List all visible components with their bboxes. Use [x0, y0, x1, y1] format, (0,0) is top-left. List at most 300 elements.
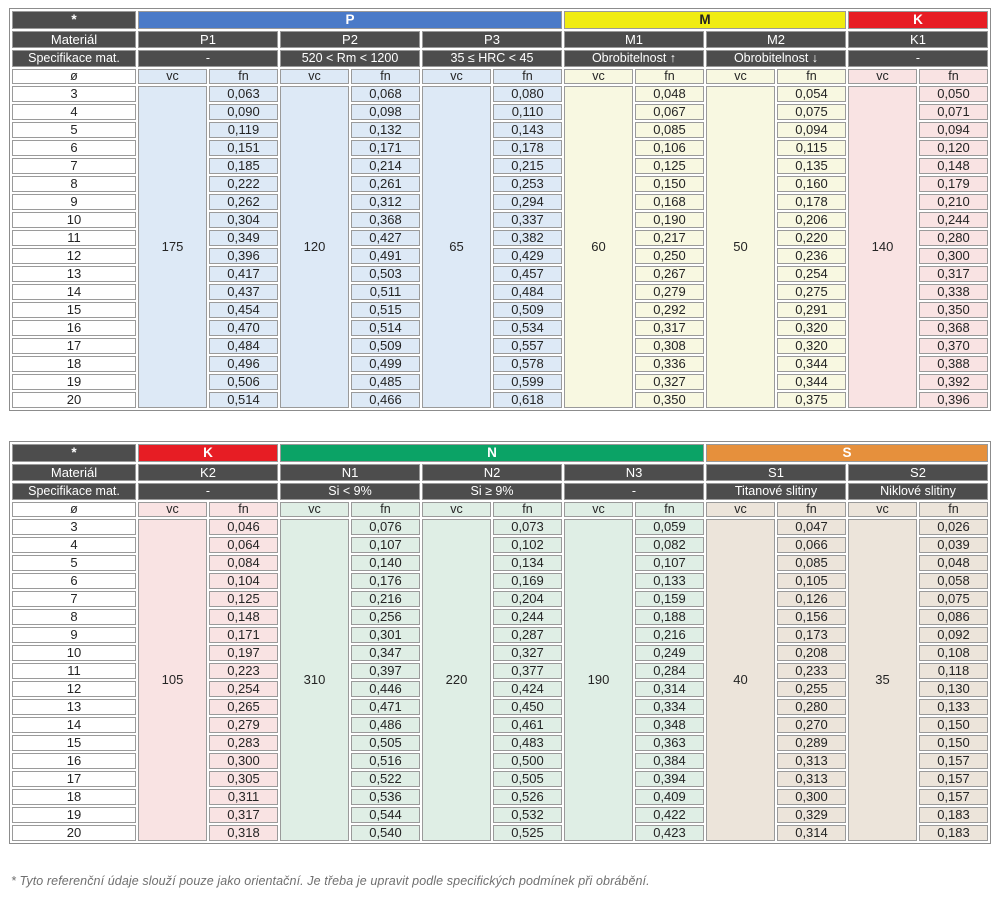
vc-column-label-M1: vc: [564, 69, 633, 84]
fn-value-cell-P2: 0,132: [351, 122, 420, 138]
fn-value-cell-M2: 0,236: [777, 248, 846, 264]
fn-value-cell-S2: 0,108: [919, 645, 988, 661]
fn-value-cell-N3: 0,133: [635, 573, 704, 589]
vc-value-cell-N3: 190: [564, 519, 633, 841]
fn-value-cell-K2: 0,197: [209, 645, 278, 661]
spec-row-label: Specifikace mat.: [12, 50, 136, 67]
group-band-N: N: [280, 444, 704, 462]
fn-value-cell-N3: 0,363: [635, 735, 704, 751]
fn-value-cell-M1: 0,085: [635, 122, 704, 138]
fn-value-cell-P3: 0,509: [493, 302, 562, 318]
fn-value-cell-P1: 0,262: [209, 194, 278, 210]
fn-value-cell-P3: 0,457: [493, 266, 562, 282]
r-band: [12, 444, 988, 462]
fn-value-cell-P1: 0,417: [209, 266, 278, 282]
material-spec-N1: Si < 9%: [280, 483, 420, 500]
fn-value-cell-M1: 0,292: [635, 302, 704, 318]
fn-column-label-M2: fn: [777, 69, 846, 84]
fn-value-cell-M2: 0,375: [777, 392, 846, 408]
diameter-cell: 16: [12, 320, 136, 336]
fn-value-cell-K2: 0,148: [209, 609, 278, 625]
vc-value-cell-M1: 60: [564, 86, 633, 408]
fn-column-label-P3: fn: [493, 69, 562, 84]
fn-value-cell-N3: 0,284: [635, 663, 704, 679]
fn-column-label-K1: fn: [919, 69, 988, 84]
fn-value-cell-S2: 0,075: [919, 591, 988, 607]
fn-value-cell-N3: 0,384: [635, 753, 704, 769]
fn-value-cell-S1: 0,173: [777, 627, 846, 643]
fn-value-cell-N1: 0,107: [351, 537, 420, 553]
material-name-N3: N3: [564, 464, 704, 481]
fn-value-cell-M2: 0,220: [777, 230, 846, 246]
fn-value-cell-M1: 0,336: [635, 356, 704, 372]
diameter-cell: 19: [12, 374, 136, 390]
vc-value-cell-S2: 35: [848, 519, 917, 841]
vc-column-label-M2: vc: [706, 69, 775, 84]
diameter-cell: 4: [12, 104, 136, 120]
fn-value-cell-M2: 0,291: [777, 302, 846, 318]
diameter-cell: 5: [12, 122, 136, 138]
fn-value-cell-P1: 0,185: [209, 158, 278, 174]
fn-value-cell-P2: 0,511: [351, 284, 420, 300]
fn-value-cell-N3: 0,423: [635, 825, 704, 841]
fn-value-cell-P3: 0,484: [493, 284, 562, 300]
fn-value-cell-K2: 0,125: [209, 591, 278, 607]
fn-value-cell-N3: 0,422: [635, 807, 704, 823]
fn-value-cell-K1: 0,350: [919, 302, 988, 318]
fn-value-cell-K2: 0,104: [209, 573, 278, 589]
material-row-label: Materiál: [12, 31, 136, 48]
fn-value-cell-K2: 0,046: [209, 519, 278, 535]
fn-value-cell-S1: 0,156: [777, 609, 846, 625]
diameter-cell: 20: [12, 825, 136, 841]
fn-value-cell-P1: 0,349: [209, 230, 278, 246]
fn-value-cell-P2: 0,214: [351, 158, 420, 174]
cutting-data-table-1: [9, 8, 991, 411]
material-spec-P1: -: [138, 50, 278, 67]
material-spec-P2: 520 < Rm < 1200: [280, 50, 420, 67]
fn-value-cell-M1: 0,190: [635, 212, 704, 228]
diameter-cell: 17: [12, 338, 136, 354]
fn-value-cell-K1: 0,120: [919, 140, 988, 156]
fn-value-cell-M2: 0,115: [777, 140, 846, 156]
fn-value-cell-K1: 0,396: [919, 392, 988, 408]
fn-value-cell-K2: 0,223: [209, 663, 278, 679]
fn-value-cell-K1: 0,244: [919, 212, 988, 228]
fn-value-cell-K1: 0,179: [919, 176, 988, 192]
fn-value-cell-S2: 0,039: [919, 537, 988, 553]
fn-value-cell-N2: 0,424: [493, 681, 562, 697]
diameter-cell: 18: [12, 789, 136, 805]
fn-value-cell-N1: 0,446: [351, 681, 420, 697]
fn-value-cell-N3: 0,107: [635, 555, 704, 571]
vc-column-label-S2: vc: [848, 502, 917, 517]
fn-value-cell-P3: 0,429: [493, 248, 562, 264]
fn-value-cell-M2: 0,160: [777, 176, 846, 192]
fn-column-label-N1: fn: [351, 502, 420, 517]
material-spec-K1: -: [848, 50, 988, 67]
material-name-P2: P2: [280, 31, 420, 48]
fn-column-label-M1: fn: [635, 69, 704, 84]
material-name-K1: K1: [848, 31, 988, 48]
diameter-cell: 3: [12, 519, 136, 535]
fn-value-cell-S1: 0,126: [777, 591, 846, 607]
fn-value-cell-P2: 0,312: [351, 194, 420, 210]
fn-value-cell-M1: 0,250: [635, 248, 704, 264]
fn-value-cell-N3: 0,409: [635, 789, 704, 805]
diameter-cell: 17: [12, 771, 136, 787]
fn-value-cell-P1: 0,496: [209, 356, 278, 372]
fn-value-cell-M1: 0,317: [635, 320, 704, 336]
fn-value-cell-N1: 0,522: [351, 771, 420, 787]
r-spec: [12, 483, 988, 500]
fn-column-label-N3: fn: [635, 502, 704, 517]
fn-value-cell-K1: 0,280: [919, 230, 988, 246]
fn-value-cell-S1: 0,270: [777, 717, 846, 733]
fn-value-cell-P3: 0,382: [493, 230, 562, 246]
fn-value-cell-P1: 0,119: [209, 122, 278, 138]
fn-value-cell-P2: 0,171: [351, 140, 420, 156]
fn-value-cell-K2: 0,311: [209, 789, 278, 805]
fn-value-cell-P1: 0,063: [209, 86, 278, 102]
r-spec: [12, 50, 988, 67]
fn-value-cell-K2: 0,265: [209, 699, 278, 715]
fn-value-cell-M1: 0,279: [635, 284, 704, 300]
fn-value-cell-M1: 0,067: [635, 104, 704, 120]
fn-value-cell-S2: 0,157: [919, 771, 988, 787]
material-name-M1: M1: [564, 31, 704, 48]
fn-value-cell-P1: 0,484: [209, 338, 278, 354]
fn-value-cell-N2: 0,073: [493, 519, 562, 535]
fn-value-cell-S1: 0,255: [777, 681, 846, 697]
fn-value-cell-N3: 0,216: [635, 627, 704, 643]
fn-value-cell-N3: 0,314: [635, 681, 704, 697]
fn-value-cell-N3: 0,348: [635, 717, 704, 733]
fn-value-cell-S2: 0,157: [919, 789, 988, 805]
fn-value-cell-N1: 0,540: [351, 825, 420, 841]
group-band-S: S: [706, 444, 988, 462]
fn-value-cell-P2: 0,515: [351, 302, 420, 318]
vc-column-label-N3: vc: [564, 502, 633, 517]
fn-value-cell-P3: 0,534: [493, 320, 562, 336]
material-spec-P3: 35 ≤ HRC < 45: [422, 50, 562, 67]
fn-value-cell-P3: 0,143: [493, 122, 562, 138]
fn-value-cell-K1: 0,368: [919, 320, 988, 336]
vc-column-label-P3: vc: [422, 69, 491, 84]
fn-value-cell-P1: 0,222: [209, 176, 278, 192]
fn-value-cell-M1: 0,125: [635, 158, 704, 174]
diameter-header-cell: ø: [12, 502, 136, 517]
fn-value-cell-N1: 0,140: [351, 555, 420, 571]
fn-value-cell-M2: 0,344: [777, 356, 846, 372]
fn-value-cell-S1: 0,066: [777, 537, 846, 553]
fn-value-cell-P1: 0,506: [209, 374, 278, 390]
fn-value-cell-P2: 0,485: [351, 374, 420, 390]
fn-value-cell-N1: 0,176: [351, 573, 420, 589]
fn-value-cell-P1: 0,470: [209, 320, 278, 336]
fn-value-cell-M2: 0,320: [777, 320, 846, 336]
vc-column-label-P1: vc: [138, 69, 207, 84]
fn-value-cell-P1: 0,396: [209, 248, 278, 264]
vc-value-cell-S1: 40: [706, 519, 775, 841]
fn-value-cell-N1: 0,471: [351, 699, 420, 715]
material-name-K2: K2: [138, 464, 278, 481]
fn-value-cell-K2: 0,279: [209, 717, 278, 733]
fn-value-cell-S2: 0,183: [919, 825, 988, 841]
fn-value-cell-P2: 0,261: [351, 176, 420, 192]
fn-value-cell-M1: 0,106: [635, 140, 704, 156]
fn-value-cell-N2: 0,169: [493, 573, 562, 589]
fn-value-cell-P2: 0,514: [351, 320, 420, 336]
fn-value-cell-N1: 0,301: [351, 627, 420, 643]
fn-value-cell-P1: 0,304: [209, 212, 278, 228]
fn-value-cell-M1: 0,048: [635, 86, 704, 102]
r-data: [12, 519, 988, 535]
diameter-cell: 10: [12, 645, 136, 661]
fn-value-cell-S2: 0,183: [919, 807, 988, 823]
fn-value-cell-N3: 0,082: [635, 537, 704, 553]
fn-value-cell-S2: 0,092: [919, 627, 988, 643]
fn-value-cell-P2: 0,509: [351, 338, 420, 354]
fn-value-cell-S2: 0,130: [919, 681, 988, 697]
fn-value-cell-N2: 0,102: [493, 537, 562, 553]
fn-value-cell-S1: 0,047: [777, 519, 846, 535]
diameter-cell: 6: [12, 140, 136, 156]
fn-value-cell-N3: 0,059: [635, 519, 704, 535]
fn-value-cell-N3: 0,159: [635, 591, 704, 607]
diameter-cell: 5: [12, 555, 136, 571]
fn-value-cell-K2: 0,318: [209, 825, 278, 841]
fn-value-cell-M1: 0,267: [635, 266, 704, 282]
material-name-P3: P3: [422, 31, 562, 48]
star-header-cell: *: [12, 444, 136, 462]
material-spec-M1: Obrobitelnost ↑: [564, 50, 704, 67]
fn-value-cell-P3: 0,110: [493, 104, 562, 120]
vc-column-label-K1: vc: [848, 69, 917, 84]
fn-value-cell-N2: 0,287: [493, 627, 562, 643]
r-mat: [12, 464, 988, 481]
fn-value-cell-M2: 0,054: [777, 86, 846, 102]
fn-value-cell-N3: 0,188: [635, 609, 704, 625]
material-name-N1: N1: [280, 464, 420, 481]
fn-value-cell-S1: 0,329: [777, 807, 846, 823]
fn-value-cell-M2: 0,206: [777, 212, 846, 228]
fn-value-cell-S2: 0,157: [919, 753, 988, 769]
fn-value-cell-K2: 0,317: [209, 807, 278, 823]
fn-value-cell-N2: 0,483: [493, 735, 562, 751]
fn-value-cell-S1: 0,105: [777, 573, 846, 589]
fn-value-cell-P3: 0,578: [493, 356, 562, 372]
fn-value-cell-N3: 0,249: [635, 645, 704, 661]
fn-value-cell-P2: 0,491: [351, 248, 420, 264]
vc-value-cell-K1: 140: [848, 86, 917, 408]
material-name-S1: S1: [706, 464, 846, 481]
fn-value-cell-K2: 0,283: [209, 735, 278, 751]
group-band-P: P: [138, 11, 562, 29]
vc-column-label-N2: vc: [422, 502, 491, 517]
fn-value-cell-M2: 0,320: [777, 338, 846, 354]
fn-value-cell-P1: 0,090: [209, 104, 278, 120]
fn-value-cell-N1: 0,076: [351, 519, 420, 535]
fn-value-cell-M2: 0,275: [777, 284, 846, 300]
fn-value-cell-S1: 0,300: [777, 789, 846, 805]
diameter-cell: 15: [12, 735, 136, 751]
material-spec-S1: Titanové slitiny: [706, 483, 846, 500]
material-name-N2: N2: [422, 464, 562, 481]
group-band-K: K: [848, 11, 988, 29]
vc-value-cell-N2: 220: [422, 519, 491, 841]
material-spec-S2: Niklové slitiny: [848, 483, 988, 500]
diameter-cell: 19: [12, 807, 136, 823]
fn-value-cell-P2: 0,427: [351, 230, 420, 246]
fn-value-cell-N2: 0,500: [493, 753, 562, 769]
fn-value-cell-K2: 0,064: [209, 537, 278, 553]
diameter-cell: 16: [12, 753, 136, 769]
diameter-cell: 12: [12, 248, 136, 264]
diameter-cell: 14: [12, 717, 136, 733]
fn-value-cell-K1: 0,300: [919, 248, 988, 264]
fn-value-cell-P1: 0,151: [209, 140, 278, 156]
fn-value-cell-M2: 0,075: [777, 104, 846, 120]
fn-value-cell-N1: 0,505: [351, 735, 420, 751]
diameter-cell: 8: [12, 176, 136, 192]
fn-value-cell-P1: 0,454: [209, 302, 278, 318]
cutting-data-table-2: [9, 441, 991, 844]
fn-value-cell-N3: 0,394: [635, 771, 704, 787]
fn-value-cell-N2: 0,505: [493, 771, 562, 787]
fn-column-label-P1: fn: [209, 69, 278, 84]
fn-column-label-P2: fn: [351, 69, 420, 84]
fn-value-cell-N1: 0,544: [351, 807, 420, 823]
fn-value-cell-P2: 0,368: [351, 212, 420, 228]
fn-value-cell-M1: 0,350: [635, 392, 704, 408]
fn-value-cell-K2: 0,300: [209, 753, 278, 769]
fn-value-cell-K2: 0,084: [209, 555, 278, 571]
fn-value-cell-P1: 0,514: [209, 392, 278, 408]
fn-value-cell-N1: 0,347: [351, 645, 420, 661]
diameter-cell: 8: [12, 609, 136, 625]
fn-value-cell-N1: 0,256: [351, 609, 420, 625]
fn-value-cell-N2: 0,526: [493, 789, 562, 805]
fn-value-cell-K1: 0,317: [919, 266, 988, 282]
diameter-cell: 9: [12, 627, 136, 643]
fn-value-cell-S1: 0,233: [777, 663, 846, 679]
fn-value-cell-M1: 0,327: [635, 374, 704, 390]
material-row-label: Materiál: [12, 464, 136, 481]
fn-value-cell-S2: 0,086: [919, 609, 988, 625]
group-band-K: K: [138, 444, 278, 462]
diameter-cell: 11: [12, 663, 136, 679]
vc-value-cell-K2: 105: [138, 519, 207, 841]
fn-value-cell-K1: 0,392: [919, 374, 988, 390]
fn-value-cell-N1: 0,516: [351, 753, 420, 769]
fn-value-cell-K2: 0,254: [209, 681, 278, 697]
fn-value-cell-N3: 0,334: [635, 699, 704, 715]
fn-value-cell-N2: 0,532: [493, 807, 562, 823]
fn-value-cell-P3: 0,294: [493, 194, 562, 210]
vc-value-cell-P3: 65: [422, 86, 491, 408]
material-spec-K2: -: [138, 483, 278, 500]
fn-value-cell-N2: 0,327: [493, 645, 562, 661]
fn-value-cell-S2: 0,026: [919, 519, 988, 535]
vc-column-label-P2: vc: [280, 69, 349, 84]
vc-column-label-S1: vc: [706, 502, 775, 517]
fn-value-cell-N1: 0,486: [351, 717, 420, 733]
fn-value-cell-M2: 0,094: [777, 122, 846, 138]
star-header-cell: *: [12, 11, 136, 29]
material-name-M2: M2: [706, 31, 846, 48]
material-spec-N3: -: [564, 483, 704, 500]
fn-value-cell-S1: 0,313: [777, 753, 846, 769]
fn-value-cell-P3: 0,618: [493, 392, 562, 408]
fn-value-cell-S2: 0,058: [919, 573, 988, 589]
fn-column-label-N2: fn: [493, 502, 562, 517]
fn-value-cell-P3: 0,080: [493, 86, 562, 102]
fn-value-cell-P2: 0,499: [351, 356, 420, 372]
fn-value-cell-K1: 0,148: [919, 158, 988, 174]
fn-value-cell-M1: 0,308: [635, 338, 704, 354]
fn-column-label-S1: fn: [777, 502, 846, 517]
diameter-cell: 3: [12, 86, 136, 102]
fn-value-cell-S1: 0,313: [777, 771, 846, 787]
fn-value-cell-S2: 0,118: [919, 663, 988, 679]
fn-value-cell-K1: 0,210: [919, 194, 988, 210]
fn-value-cell-K1: 0,370: [919, 338, 988, 354]
fn-value-cell-N2: 0,244: [493, 609, 562, 625]
fn-value-cell-S1: 0,314: [777, 825, 846, 841]
fn-value-cell-K1: 0,071: [919, 104, 988, 120]
material-spec-M2: Obrobitelnost ↓: [706, 50, 846, 67]
fn-value-cell-P2: 0,098: [351, 104, 420, 120]
vc-value-cell-P1: 175: [138, 86, 207, 408]
spec-row-label: Specifikace mat.: [12, 483, 136, 500]
diameter-cell: 10: [12, 212, 136, 228]
diameter-cell: 7: [12, 158, 136, 174]
diameter-header-cell: ø: [12, 69, 136, 84]
fn-value-cell-M1: 0,168: [635, 194, 704, 210]
fn-value-cell-S2: 0,150: [919, 717, 988, 733]
diameter-cell: 13: [12, 266, 136, 282]
fn-column-label-S2: fn: [919, 502, 988, 517]
material-name-S2: S2: [848, 464, 988, 481]
diameter-cell: 18: [12, 356, 136, 372]
fn-value-cell-S1: 0,289: [777, 735, 846, 751]
fn-value-cell-N1: 0,536: [351, 789, 420, 805]
fn-value-cell-K1: 0,094: [919, 122, 988, 138]
fn-value-cell-P3: 0,599: [493, 374, 562, 390]
vc-value-cell-M2: 50: [706, 86, 775, 408]
fn-value-cell-N1: 0,216: [351, 591, 420, 607]
fn-value-cell-P2: 0,466: [351, 392, 420, 408]
fn-value-cell-M2: 0,135: [777, 158, 846, 174]
material-spec-N2: Si ≥ 9%: [422, 483, 562, 500]
fn-value-cell-P3: 0,178: [493, 140, 562, 156]
r-mat: [12, 31, 988, 48]
fn-value-cell-M1: 0,217: [635, 230, 704, 246]
diameter-cell: 6: [12, 573, 136, 589]
vc-value-cell-P2: 120: [280, 86, 349, 408]
fn-value-cell-N2: 0,377: [493, 663, 562, 679]
diameter-cell: 15: [12, 302, 136, 318]
fn-value-cell-N1: 0,397: [351, 663, 420, 679]
diameter-cell: 11: [12, 230, 136, 246]
fn-value-cell-N2: 0,525: [493, 825, 562, 841]
fn-value-cell-P2: 0,068: [351, 86, 420, 102]
diameter-cell: 4: [12, 537, 136, 553]
fn-value-cell-P3: 0,337: [493, 212, 562, 228]
fn-value-cell-N2: 0,204: [493, 591, 562, 607]
diameter-cell: 7: [12, 591, 136, 607]
